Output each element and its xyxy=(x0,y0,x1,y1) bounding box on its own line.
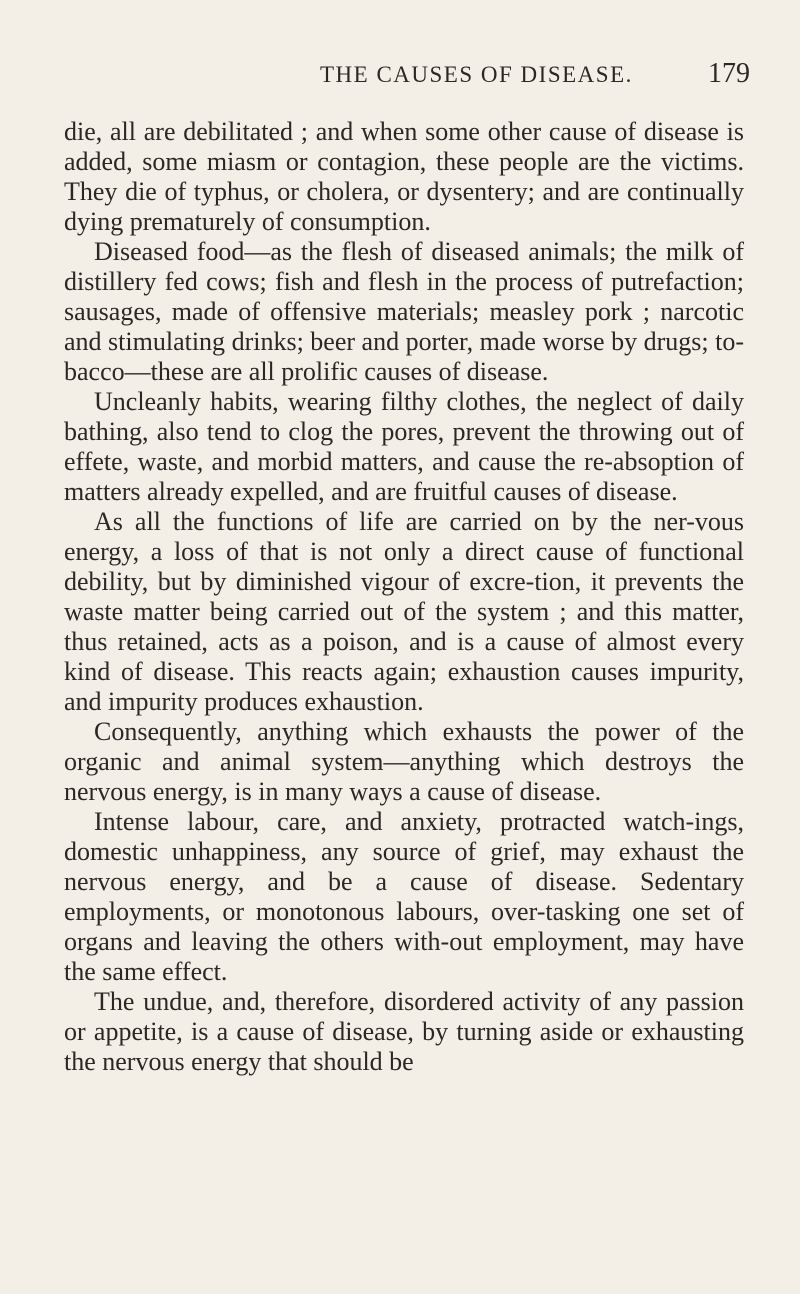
paragraph: Diseased food—as the flesh of diseased animals; the milk of distillery fed cows; fish and flesh in the process of putrefaction; sausages, made of offensive materials; measley pork ; narcotic and stimulating drinks; beer and porter, made worse by drugs; to-bacco—these are all prolific causes of disease. xyxy=(64,237,744,386)
body-text xyxy=(64,117,744,1077)
paragraph: The undue, and, therefore, disordered activity of any passion or appetite, is a cause of disease, by turning aside or exhausting the nervous energy that should be xyxy=(64,987,744,1076)
paragraph: Intense labour, care, and anxiety, protracted watch-ings, domestic unhappiness, any source of grief, may exhaust the nervous energy, and be a cause of disease. Sedentary employments, or monotonous labours, over-tasking one set of organs and leaving the others with-out employment, may have the same effect. xyxy=(64,807,744,986)
paragraph: Uncleanly habits, wearing filthy clothes, the neglect of daily bathing, also tend to clog the pores, prevent the throwing out of effete, waste, and morbid matters, and cause the re-absoption of matters already expelled, and are fruitful causes of disease. xyxy=(64,387,744,506)
paragraph: As all the functions of life are carried on by the ner-vous energy, a loss of that is not only a direct cause of functional debility, but by diminished vigour of excre-tion, it prevents the waste matter being carried out of the system ; and this matter, thus retained, acts as a poison, and is a cause of almost every kind of disease. This reacts again; exhaustion causes impurity, and impurity produces exhaustion. xyxy=(64,507,744,716)
page-number: 179 xyxy=(708,58,750,89)
paragraph: Consequently, anything which exhausts the power of the organic and animal system—anything which destroys the nervous energy, is in many ways a cause of disease. xyxy=(64,717,744,806)
page-header xyxy=(0,56,800,96)
paragraph: die, all are debilitated ; and when some other cause of disease is added, some miasm or contagion, these people are the victims. They die of typhus, or cholera, or dysentery; and are continually dying prematurely of consumption. xyxy=(64,117,744,236)
running-title: THE CAUSES OF DISEASE. xyxy=(320,62,633,87)
